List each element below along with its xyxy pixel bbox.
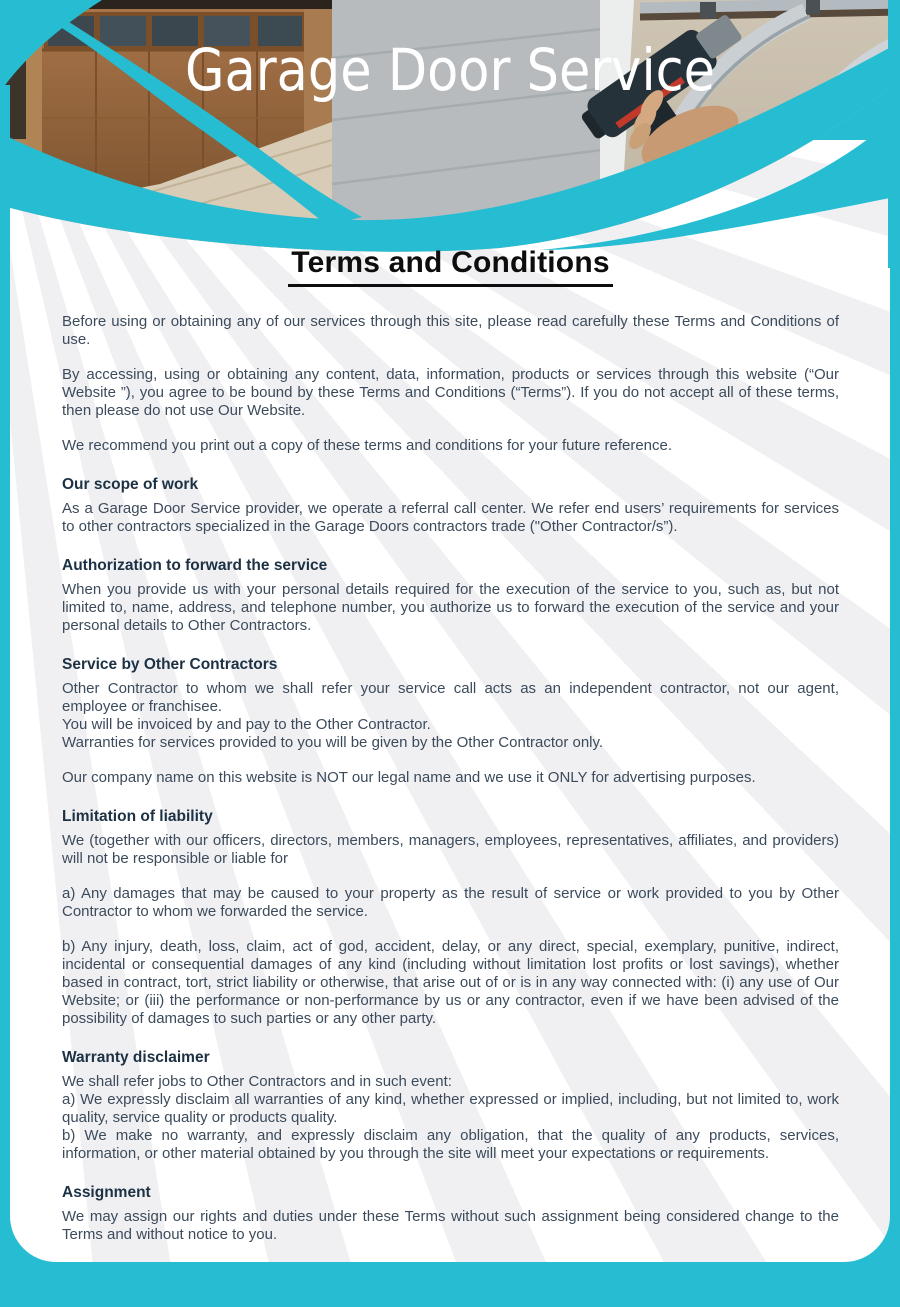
paragraph: We shall refer jobs to Other Contractors and in such event: a) We expressly disclaim all warranties of any kind, whether expressed or implied, including, but not limited to, work quality, service quality or products quality. b) We make no warranty, and expressly disclaim any obligation, that the quality of any products, services, information, or other material obtained by you through the site will meet your expectations or requirements. (62, 1073, 839, 1162)
section-heading: Our scope of work (62, 476, 199, 493)
paragraph: We may assign our rights and duties under these Terms without such assignment being considered change to the Terms and without notice to you. (62, 1208, 839, 1243)
section-heading: Service by Other Contractors (62, 656, 278, 673)
section-heading: Warranty disclaimer (62, 1049, 210, 1066)
paragraph: As a Garage Door Service provider, we operate a referral call center. We refer end users’ requirements for services to other contractors specialized in the Garage Doors contractors trade ("Other Contractor/s”). (62, 500, 839, 535)
page-title-wrap (62, 246, 839, 287)
terms-blocks (62, 313, 839, 1244)
header-title: Garage Door Service (185, 36, 715, 104)
section-heading: Limitation of liability (62, 808, 213, 825)
paragraph: By accessing, using or obtaining any content, data, information, products or services through this website (“Our Website ”), you agree to be bound by these Terms and Conditions (“Terms”). If you do not accept all of these terms, then please do not use Our Website. (62, 366, 839, 419)
section-heading: Assignment (62, 1184, 151, 1201)
paragraph: We recommend you print out a copy of these terms and conditions for your future reference. (62, 437, 673, 454)
paragraph: We (together with our officers, directors, members, managers, employees, representatives, affiliates, and providers) will not be responsible or liable for (62, 832, 839, 867)
paragraph: Other Contractor to whom we shall refer your service call acts as an independent contractor, not our agent, employee or franchisee. You will be invoiced by and pay to the Other Contractor. Warranties for services provided to you will be given by the Other Contractor only. (62, 680, 839, 751)
paragraph: a) Any damages that may be caused to your property as the result of service or work provided to you by Other Contractor to whom we forwarded the service. (62, 885, 839, 920)
terms-content (62, 0, 839, 1261)
paragraph: When you provide us with your personal details required for the execution of the service to you, such as, but not limited to, name, address, and telephone number, you authorize us to forward the execution of the service and your personal details to Other Contractors. (62, 581, 839, 634)
paragraph: b) Any injury, death, loss, claim, act of god, accident, delay, or any direct, special, exemplary, punitive, indirect, incidental or consequential damages of any kind (including without limitation lost profits or lost savings), whether based in contract, tort, strict liability or otherwise, that arise out of or is in any way connected with: (i) any use of Our Website; or (iii) the performance or non-performance by us or any contractor, even if we have been advised of the possibility of damages to such parties or any other party. (62, 938, 839, 1027)
section-heading: Authorization to forward the service (62, 557, 328, 574)
paragraph: Our company name on this website is NOT our legal name and we use it ONLY for advertising purposes. (62, 769, 756, 786)
paragraph: Before using or obtaining any of our services through this site, please read carefully these Terms and Conditions of use. (62, 313, 839, 348)
page-title: Terms and Conditions (288, 246, 612, 287)
